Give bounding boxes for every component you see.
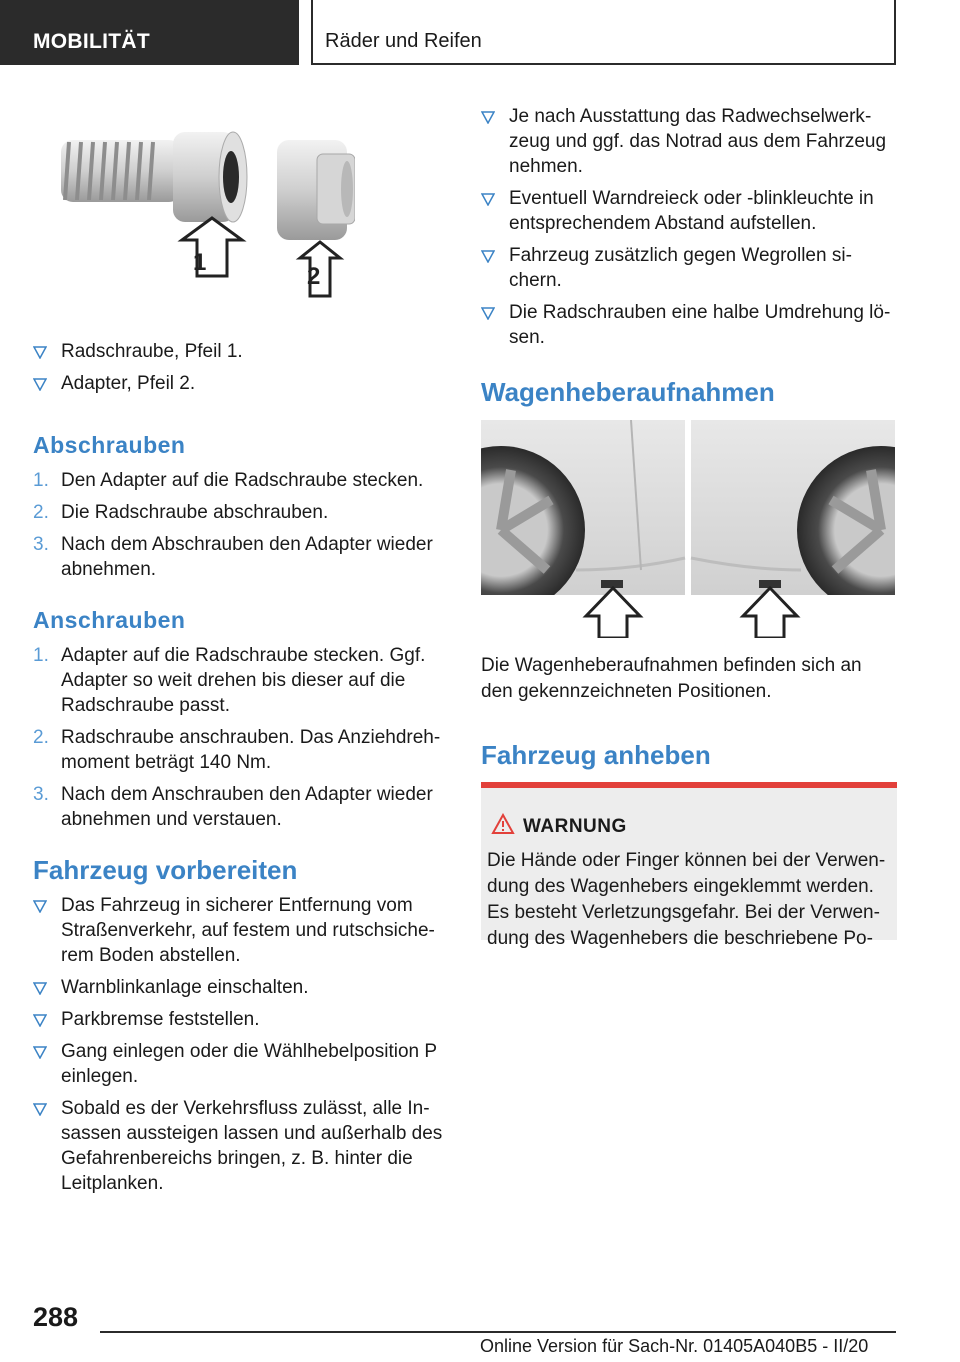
triangle-bullet-icon xyxy=(33,1013,47,1027)
triangle-bullet-icon xyxy=(33,1102,47,1116)
section-heading-abschrauben: Abschrauben xyxy=(33,432,186,458)
list-item: 2. Radschraube anschrauben. Das Anziehdrehmoment beträgt 140 Nm. xyxy=(33,727,441,773)
section-heading-anheben: Fahrzeug anheben xyxy=(481,740,711,770)
footer-version: Online Version für Sach-Nr. 01405A040B5 - II/20 xyxy=(480,1336,869,1356)
wheel-bolt-figure xyxy=(55,118,355,308)
warning-box xyxy=(481,782,897,949)
list-item: Die Radschrauben eine halbe Umdrehung lösen. xyxy=(481,300,897,350)
list-item: Parkbremse feststellen. xyxy=(33,1007,443,1032)
triangle-bullet-icon xyxy=(33,377,47,391)
list-item: 1. Den Adapter auf die Radschraube stecken. xyxy=(33,470,424,491)
warning-triangle-icon xyxy=(491,813,515,835)
list-vorbereiten xyxy=(33,893,443,1203)
steps-abschrauben xyxy=(33,468,443,589)
triangle-bullet-icon xyxy=(481,249,495,263)
list-item: Warnblinkanlage einschalten. xyxy=(33,975,443,1000)
triangle-bullet-icon xyxy=(33,1045,47,1059)
list-item: Eventuell Warndreieck oder -blinkleuchte in entsprechendem Abstand aufstellen. xyxy=(481,186,897,236)
triangle-bullet-icon xyxy=(33,345,47,359)
wagenheber-text: Die Wagenheberaufnahmen befinden sich an den gekennzeichneten Positionen. xyxy=(481,655,862,702)
list-item: Radschraube, Pfeil 1. xyxy=(33,339,443,364)
list-item: Sobald es der Verkehrsfluss zulässt, alle Insassen aussteigen lassen und außerhalb des Gefahrenbereichs bringen, z. B. hinter die Leitplanken. xyxy=(33,1096,443,1196)
list-item: Das Fahrzeug in sicherer Entfernung vom Straßenverkehr, auf festem und rutschsicherem Boden abstellen. xyxy=(33,893,443,968)
triangle-bullet-icon xyxy=(33,981,47,995)
triangle-bullet-icon xyxy=(481,306,495,320)
list-item: Gang einlegen oder die Wählhebelposition P einlegen. xyxy=(33,1039,443,1089)
list-item: Je nach Ausstattung das Radwechselwerkzeug und ggf. das Notrad aus dem Fahrzeug nehmen. xyxy=(481,104,897,179)
list-item: Adapter, Pfeil 2. xyxy=(33,371,443,396)
page-number: 288 xyxy=(33,1302,79,1332)
list-item: 1. Adapter auf die Radschraube stecken. Ggf. Adapter so weit drehen bis dieser auf die Radschraube passt. xyxy=(33,645,426,716)
section-tab xyxy=(0,0,299,65)
arrow-label-2: 2 xyxy=(307,263,321,290)
steps-anschrauben xyxy=(33,643,443,839)
section-heading-wagenheber: Wagenheberaufnahmen xyxy=(481,377,775,407)
section-heading-vorbereiten: Fahrzeug vorbereiten xyxy=(33,855,298,885)
triangle-bullet-icon xyxy=(481,110,495,124)
triangle-bullet-icon xyxy=(33,899,47,913)
warning-text: Die Hände oder Finger können bei der Verwendung des Wagenhebers eingeklemmt werden. Es besteht Verletzungsgefahr. Bei der Verwendung des Wagenhebers die beschriebene Po- xyxy=(487,850,886,949)
warning-title: WARNUNG xyxy=(523,816,627,837)
arrow-label-1: 1 xyxy=(193,249,207,276)
chapter-title: Räder und Reifen xyxy=(325,30,482,52)
triangle-bullet-icon xyxy=(481,192,495,206)
list-vorbereiten-cont xyxy=(481,104,897,357)
list-item: 2. Die Radschraube abschrauben. xyxy=(33,502,329,523)
list-item: 3. Nach dem Abschrauben den Adapter wieder abnehmen. xyxy=(33,534,433,580)
section-heading-anschrauben: Anschrauben xyxy=(33,607,186,633)
bolt-thread xyxy=(61,140,181,202)
list-item: 3. Nach dem Anschrauben den Adapter wieder abnehmen und verstauen. xyxy=(33,784,433,830)
figure-legend xyxy=(33,339,443,403)
jack-points-figure xyxy=(481,420,895,638)
footer-divider xyxy=(100,1331,896,1333)
list-item: Fahrzeug zusätzlich gegen Wegrollen sichern. xyxy=(481,243,897,293)
section-title: MOBILITÄT xyxy=(33,30,151,53)
chapter-tab xyxy=(311,0,896,65)
